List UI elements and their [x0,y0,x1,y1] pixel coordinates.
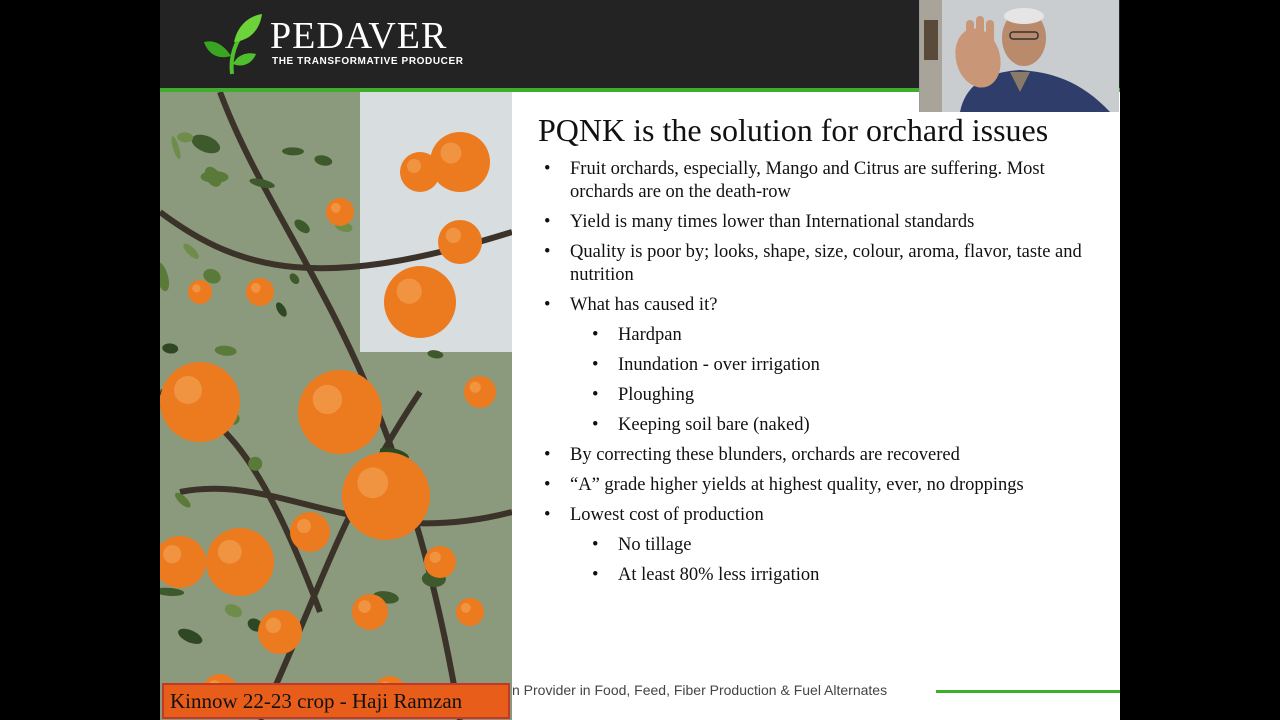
fruit-highlight [430,552,441,563]
bullet-marker: • [592,565,599,585]
bullet-text: Ploughing [618,385,695,405]
bullet-item [540,444,1100,467]
bullet-text: “A” grade higher yields at highest quality, ever, no droppings [570,475,1024,495]
sub-bullet-item [540,414,1100,437]
bullet-text: Keeping soil bare (naked) [618,415,810,435]
fruit-highlight [163,545,181,563]
bullet-text: What has caused it? [570,295,718,315]
webcam-video-feed [919,0,1119,112]
bullet-text: Fruit orchards, especially, Mango and Citrus are suffering. Most orchards are on the death-row [570,159,1045,202]
footer-text: n Provider in Food, Feed, Fiber Production & Fuel Alternates [512,682,888,698]
bullet-marker: • [592,535,599,555]
kinnow-fruit [298,370,382,454]
bullet-marker: • [592,385,599,405]
kinnow-fruit [342,452,430,540]
bullet-marker: • [592,415,599,435]
bullet-marker: • [592,325,599,345]
fruit-highlight [251,283,261,293]
kinnow-fruit [456,598,484,626]
leaf-logo-icon [204,12,264,76]
kinnow-fruit [258,610,302,654]
kinnow-fruit [326,198,354,226]
fruit-highlight [357,467,388,498]
kinnow-fruit [206,528,274,596]
footer-divider [936,690,1120,693]
fruit-highlight [174,376,202,404]
fruit-highlight [358,600,371,613]
fruit-highlight [313,385,342,414]
fruit-highlight [266,618,281,633]
kinnow-fruit [430,132,490,192]
kinnow-fruit [160,362,240,442]
bullet-item [540,211,1100,234]
logo-tagline: THE TRANSFORMATIVE PRODUCER [272,56,464,67]
bullet-text: Inundation - over irrigation [618,355,820,375]
fruit-highlight [331,203,341,213]
bullet-marker: • [544,295,551,315]
fruit-highlight [446,228,461,243]
sub-bullet-item [540,564,1100,587]
bullet-item [540,294,1100,317]
bullet-text: Yield is many times lower than International standards [570,212,975,232]
fruit-highlight [218,540,242,564]
bullet-item [540,158,1100,204]
logo-name: PEDAVER [270,15,448,57]
fruit-highlight [192,284,200,292]
fruit-highlight [461,603,471,613]
bullet-marker: • [544,475,551,495]
kinnow-fruit [290,512,330,552]
kinnow-fruit [352,594,388,630]
bullet-text: By correcting these blunders, orchards are recovered [570,445,960,465]
bullet-marker: • [544,212,551,232]
bullet-marker: • [544,242,551,262]
sub-bullet-item [540,534,1100,557]
bullet-marker: • [544,505,551,525]
bullet-marker: • [592,355,599,375]
presenter-video [920,0,1119,112]
bullet-marker: • [544,445,551,465]
bullet-list [540,158,1100,594]
bullet-marker: • [544,159,551,179]
bullet-text: Lowest cost of production [570,505,764,525]
sub-bullet-item [540,324,1100,347]
bullet-text: At least 80% less irrigation [618,565,820,585]
bullet-text: Quality is poor by; looks, shape, size, colour, aroma, flavor, taste and nutrition [570,242,1082,285]
fruit-highlight [297,519,311,533]
fruit-highlight [407,159,421,173]
fruit-highlight [470,382,481,393]
kinnow-fruit [384,266,456,338]
kinnow-fruit [400,152,440,192]
kinnow-fruit [464,376,496,408]
kinnow-fruit [246,278,274,306]
pedaver-logo [204,12,504,76]
photo-caption [162,683,510,719]
sub-bullet-item [540,384,1100,407]
bullet-item [540,241,1100,287]
sub-bullet-item [540,354,1100,377]
bullet-text: Hardpan [618,325,682,345]
kinnow-tree-image [160,92,512,720]
fruit-highlight [441,143,462,164]
slide-title: PQNK is the solution for orchard issues [538,112,1049,148]
kinnow-fruit [438,220,482,264]
kinnow-fruit [424,546,456,578]
bullet-item [540,474,1100,497]
bullet-item [540,504,1100,527]
kinnow-fruit [188,280,212,304]
orchard-photo [160,92,512,720]
bullet-text: No tillage [618,535,692,555]
fruit-highlight [397,279,422,304]
photo-caption-text: Kinnow 22-23 crop - Haji Ramzan [170,689,463,713]
